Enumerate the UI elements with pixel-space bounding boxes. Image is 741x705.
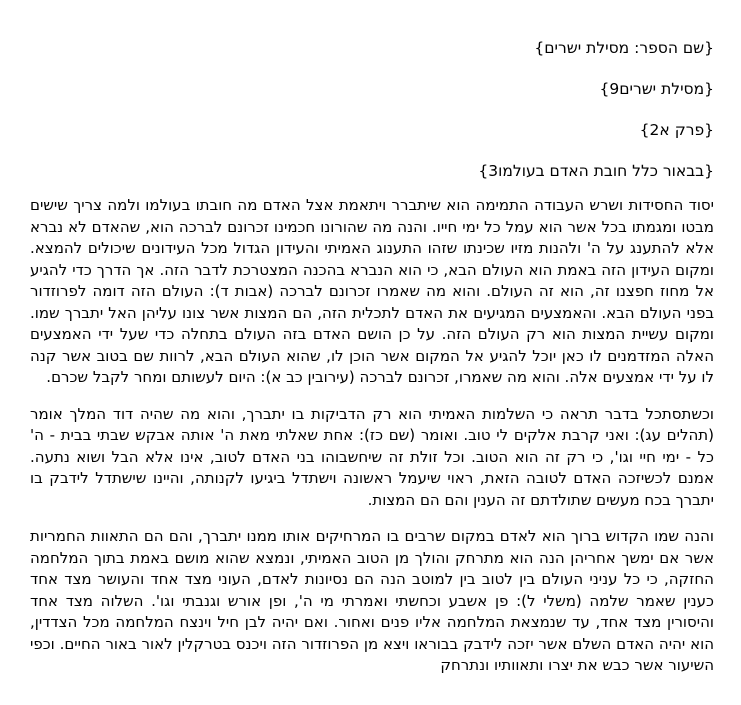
body-paragraph-1: יסוד החסידות ושרש העבודה התמימה הוא שיתברר ויתאמת אצל האדם מה חובתו בעולמו ולמה צריך שישים מבטו ומגמתו בכל אשר הוא עמל כל ימי חייו. והנה מה שהורונו חכמינו זכרונם לברכה הוא, שהאדם לא נברא אלא להתענג על ה' ולהנות מזיו שכינתו שזהו התענוג האמיתי והעידון הגדול מכל העידונים שיכולים להמצא. ומקום העידון הזה באמת הוא העולם הבא, כי הוא הנברא בהכנה המצטרכת לדבר הזה. אך הדרך כדי להגיע אל מחוז חפצנו זה, הוא זה העולם. והוא מה שאמרו זכרונם לברכה (אבות ד): העולם הזה דומה לפרוזדור בפני העולם הבא. והאמצעים המגיעים את האדם לתכלית הזה, הם המצות אשר צונו עליהן האל יתברך שמו. ומקום עשיית המצות הוא רק העולם הזה. על כן הושם האדם בזה העולם בתחלה כדי שעל ידי האמצעים האלה המזדמנים לו כאן יוכל להגיע אל המקום אשר הוכן לו, שהוא העולם הבא, לרוות שם בטוב אשר קנה לו על ידי אמצעים אלה. והוא מה שאמרו, זכרונם לברכה (עירובין כב א): היום לעשותם ומחר לקבל שכרם. <box>30 196 714 386</box>
chapter-heading: {פרק א2} <box>639 121 714 139</box>
book-name-heading: {מסילת ישרים9} <box>599 80 714 98</box>
body-paragraph-3: והנה שמו הקדוש ברוך הוא לאדם במקום שרבים בו המרחיקים אותו ממנו יתברך, והם הם התאוות החמריות אשר אם ימשך אחריהן הנה הוא מתרחק והולך מן הטוב האמיתי, ונמצא שהוא מושם באמת בתוך המלחמה החזקה, כי כל עניני העולם בין לטוב בין למוטב הנה הם נסיונות לאדם, העוני מצד אחד והעושר מצד אחד כענין שאמר שלמה (משלי ל): פן אשבע וכחשתי ואמרתי מי ה', ופן אורש וגנבתי וגו'. השלוה מצד אחד והיסורין מצד אחד, עד שנמצאת המלחמה אליו פנים ואחור. ואם יהיה לבן חיל וינצח המלחמה מכל הצדדין, הוא יהיה האדם השלם אשר יזכה לידבק בבוראו ויצא מן הפרוזדור הזה ויכנס בטרקלין לאור באור החיים. וכפי השיעור אשר כבש את יצרו ותאוותיו ונתרחק <box>30 527 714 674</box>
book-title-heading: {שם הספר: מסילת ישרים} <box>534 39 714 57</box>
body-paragraph-2: וכשתסתכל בדבר תראה כי השלמות האמיתי הוא רק הדביקות בו יתברך, והוא מה שהיה דוד המלך אומר (תהלים עג): ואני קרבת אלקים לי טוב. ואומר (שם כז): אחת שאלתי מאת ה' אותה אבקש שבתי בבית - ה' כל - ימי חיי וגו', כי רק זה הוא הטוב. וכל זולת זה שיחשבוהו בני האדם לטוב, אינו אלא הבל ושוא נתעה. אמנם לכשיזכה האדם לטובה הזאת, ראוי שיעמל ראשונה וישתדל ביגיעו לקנותה, והיינו שישתדל לידבק בו יתברך בכח מעשים שתולדתם זה הענין והם הם המצות. <box>30 404 714 509</box>
chapter-subtitle-heading: {בבאור כלל חובת האדם בעולמו3} <box>478 162 714 180</box>
